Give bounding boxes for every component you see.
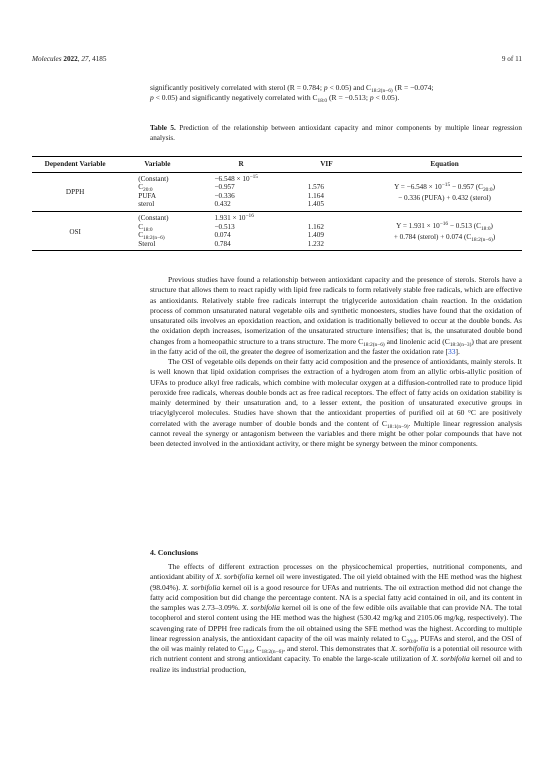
equation-osi: $Y = 1.931 \times 10^{-16} - 0.513$ $(C_{18:0})$ + 0.784 (sterol) + 0.074 $(C_{18:2(n-6)})$ xyxy=(367,211,522,250)
variable-cell: (Constant) xyxy=(138,213,169,222)
variable-cell: PUFA xyxy=(138,191,157,200)
table-label: Table 5. xyxy=(150,124,176,132)
section-heading: 4. Conclusions xyxy=(150,548,199,557)
paragraph-sterols: Previous studies have found a relationship between antioxidant capacity and the presence of sterols. Sterols have a structure that allows them to react rapidly with lipid free radicals to form relatively stable free radicals, which are effective as antioxidants. Relatively stable free radicals interrupt the triglyceride autoxidation chain reaction. In the oxidation process of common unsaturated natural vegetable oils and synthetic monoesters, studies have found that the oxidation of unsaturated oils involves an epoxidation reaction, and oxidation is traditionally believed to occur at the double bonds. As the oxidation depth increases, isomerization of the unsaturated structure intensifies; that is, the unsaturated double bond changes from a homeopathic structure to a trans structure. The more $C_{18:2(n-6)}$ and linolenic acid $(C_{18:3(n-3)})$ that are present in the fatty acid of the oil, the greater the degree of isomerization and the faster the oxidation rate [33]. xyxy=(150,275,523,356)
table-caption: Table 5. Prediction of the relationship between antioxidant capacity and minor components by multiple linear regression analysis. xyxy=(150,124,522,142)
conclusions-section xyxy=(150,548,522,675)
r-cell: 0.784 xyxy=(197,240,286,251)
r-cell: 0.074 xyxy=(214,231,231,240)
r-cell: $-6.548 \times 10^{-15}$ xyxy=(214,173,258,183)
running-head xyxy=(32,55,522,67)
col-dependent-variable: Dependent Variable xyxy=(32,157,118,173)
vif-cell xyxy=(286,172,367,183)
vif-cell: 1.232 xyxy=(286,240,367,251)
regression-table xyxy=(32,156,522,251)
vif-cell xyxy=(286,211,367,222)
table-row xyxy=(32,211,522,222)
variable-cell: Sterol xyxy=(118,240,196,251)
vif-cell: 1.576 xyxy=(307,183,324,192)
variable-cell: $C_{20:0}$ xyxy=(138,183,153,193)
vif-cell: 1.164 xyxy=(307,191,324,200)
col-r: R xyxy=(197,157,286,173)
journal-citation: Molecules 2022, 27, 4185 xyxy=(32,55,107,63)
table-row xyxy=(32,172,522,183)
col-equation: Equation xyxy=(367,157,522,173)
paragraph-conclusions: The effects of different extraction processes on the physicochemical properties, nutritional components, and antioxidant ability of X. sorbifolia kernel oil were investigated. The oil yield obtained with the HE method was the highest (98.04%). X. sorbifolia kernel oil is a good resource for UFAs and nutrients. The oil extraction method did not change the fatty acid composition but did change the percentage content. NA is a special fatty acid contained in oil, and its content in the samples was 2.73–3.09%. X. sorbifolia kernel oil is one of the few edible oils available that can provide NA. The total tocopherol and sterol content using the HE method was the highest (530.42 mg/kg and 2105.06 mg/kg, respectively). The scavenging rate of DPPH free radicals from the oil obtained using the SFE method was the highest. According to multiple linear regression analysis, the antioxidant capacity of the oil was mainly related to $C_{20:0}$, PUFAs and sterol, and the OSI of the oil was mainly related to $C_{18:0}$, $C_{18:2(n-6)}$, and sterol. This demonstrates that X. sorbifolia is a potential oil resource with rich nutrient content and strong antioxidant capacity. To enable the large-scale utilization of X. sorbifolia kernel oil and to realize its industrial production, xyxy=(150,562,522,674)
r-cell: −0.513 xyxy=(214,222,235,231)
vif-cell: 1.162 xyxy=(307,222,324,231)
col-vif: VIF xyxy=(286,157,367,173)
equation-dpph: $Y = -6.548 \times 10^{-15} - 0.957$ $(C_{20:0})$ − 0.336 (PUFA) + 0.432 (sterol) xyxy=(367,172,522,211)
col-variable: Variable xyxy=(118,157,196,173)
vif-cell: 1.409 xyxy=(307,231,324,240)
table-header-row xyxy=(32,157,522,173)
r-cell: $1.931 \times 10^{-16}$ xyxy=(214,212,254,222)
variable-cell: $C_{18:0}$ xyxy=(138,222,153,233)
vif-cell: 1.405 xyxy=(286,200,367,211)
r-cell: −0.336 xyxy=(214,191,235,200)
intro-paragraph: significantly positively correlated with sterol (R = 0.784; p < 0.05) and $C_{18:2(n-6)}$ (R = −0.074; p < 0.05) and significantly negatively correlated with $C_{18:0}$ (R = −0.513; p < 0.05). xyxy=(150,83,434,105)
paragraph-osi: The OSI of vegetable oils depends on their fatty acid composition and the presence of antioxidants, mainly sterols. It is well known that lipid oxidation comprises the extraction of a hydrogen atom from an allylic orbis-allylic position of UFAs to produce alkyl free radicals, which combine with molecular oxygen at a diffusion-controlled rate to produce lipid peroxide free radicals, whereas double bonds act as free radical receptors. The effect of fatty acids on oxidation stability is mainly determined by their unsaturation and, to a lesser extent, the position of unsaturated executive groups in triacylglycerol molecules. Studies have shown that the antioxidant properties of purified oil at 60 °C are positively correlated with the average number of double bonds and the content of $C_{18:1(n-9)}$. Multiple linear regression analysis cannot reveal the synergy or antagonism between the variables and there might be other polar compounds that have not been detected involved in the antioxidant activity, or there might be synergy between the minor components. xyxy=(150,357,522,448)
r-cell: 0.432 xyxy=(197,200,286,211)
discussion-section xyxy=(150,275,522,449)
variable-cell: (Constant) xyxy=(138,174,169,183)
variable-cell: $C_{18:2(n-6)}$ xyxy=(138,231,165,241)
citation-link[interactable]: 33 xyxy=(447,346,456,356)
page-number: 9 of 11 xyxy=(501,55,522,63)
r-cell: −0.957 xyxy=(214,183,235,192)
dependent-dpph: DPPH xyxy=(32,172,118,211)
dependent-osi: OSI xyxy=(32,211,118,250)
variable-cell: sterol xyxy=(118,200,196,211)
